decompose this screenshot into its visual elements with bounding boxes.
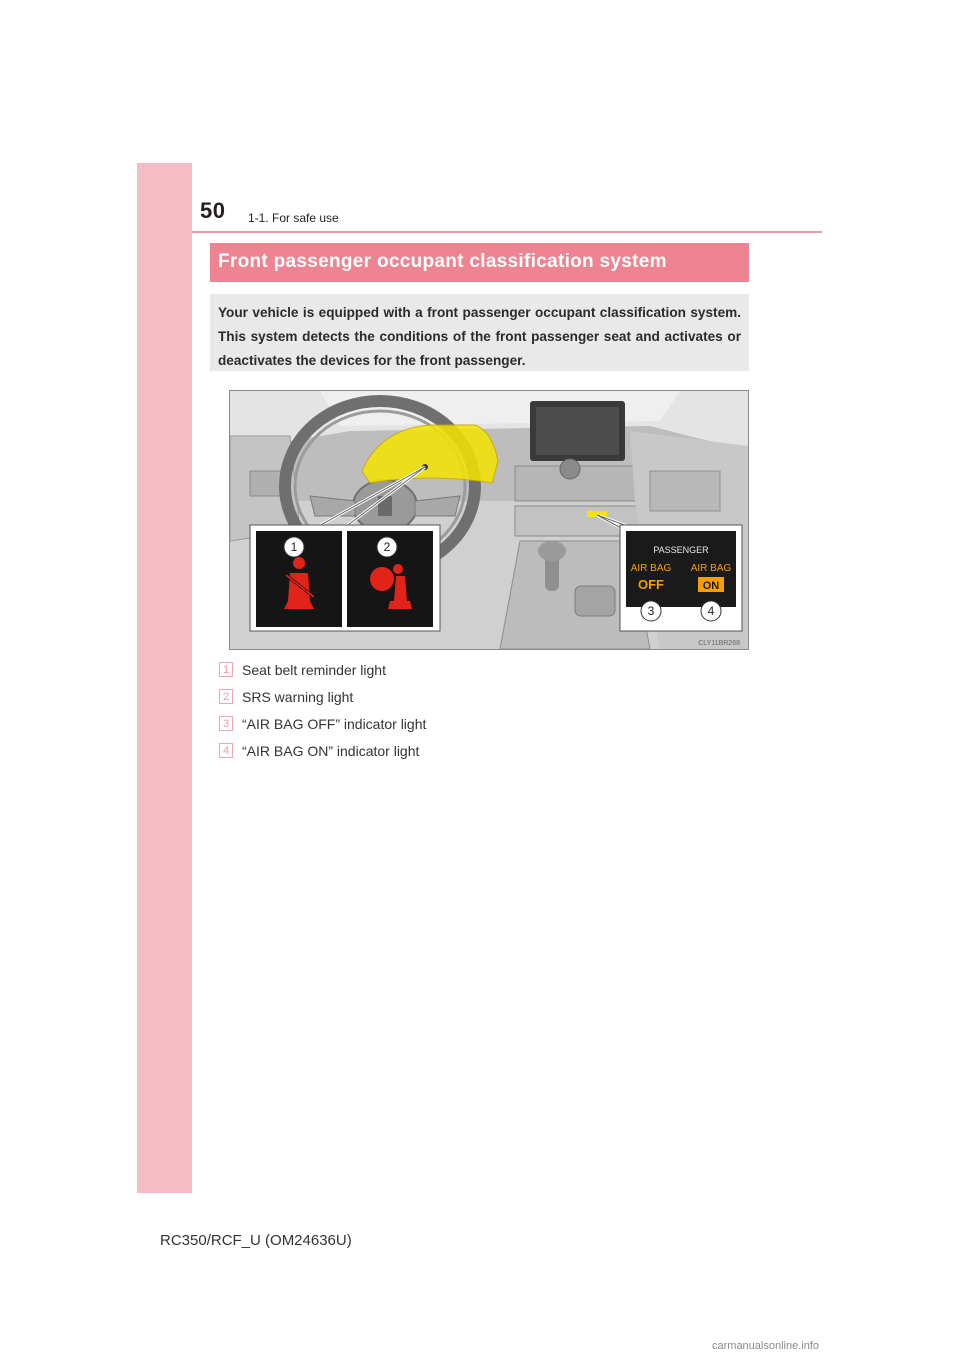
indicator-heading: PASSENGER	[653, 545, 709, 555]
callout-1-number: 1	[290, 540, 298, 554]
legend-number: 4	[219, 743, 233, 758]
figure-code: CLY11BR268	[698, 640, 740, 647]
legend-text: Seat belt reminder light	[242, 661, 386, 678]
indicator-on-state: ON	[702, 580, 720, 592]
dashboard-illustration	[229, 390, 749, 650]
header-rule	[192, 231, 822, 233]
legend-item	[219, 710, 426, 737]
callout-4-number: 4	[707, 604, 715, 618]
side-tab-band	[137, 163, 192, 1193]
legend-item	[219, 683, 426, 710]
section-title: Front passenger occupant classification system	[218, 251, 667, 272]
page-number: 50	[200, 198, 226, 223]
section-title-bar	[210, 243, 749, 282]
watermark-link[interactable]: carmanualsonline.info	[712, 1340, 820, 1352]
legend-text: “AIR BAG ON” indicator light	[242, 742, 420, 759]
legend-item	[219, 737, 426, 764]
section-label: 1-1. For safe use	[248, 211, 339, 225]
indicator-off-state: OFF	[638, 577, 664, 592]
legend-text: SRS warning light	[242, 688, 354, 705]
legend-text: “AIR BAG OFF” indicator light	[242, 715, 427, 732]
indicator-right-label: AIR BAG	[690, 563, 732, 574]
legend-number: 3	[219, 716, 233, 731]
intro-text: Your vehicle is equipped with a front passenger occupant classification system. This system detects the conditions of the front passenger seat and activates or deactivates the devices for the front passenger.	[218, 305, 741, 368]
legend-number: 2	[219, 689, 233, 704]
callout-2-number: 2	[383, 540, 391, 554]
legend-list	[219, 656, 426, 764]
legend-item	[219, 656, 426, 683]
legend-number: 1	[219, 662, 233, 677]
passenger-airbag-indicator-inset	[620, 525, 742, 631]
callout-3-number: 3	[647, 604, 655, 618]
indicator-left-label: AIR BAG	[630, 563, 672, 574]
warning-lights-inset	[250, 525, 440, 631]
footer-model-code: RC350/RCF_U (OM24636U)	[160, 1232, 352, 1249]
intro-box	[210, 294, 749, 371]
